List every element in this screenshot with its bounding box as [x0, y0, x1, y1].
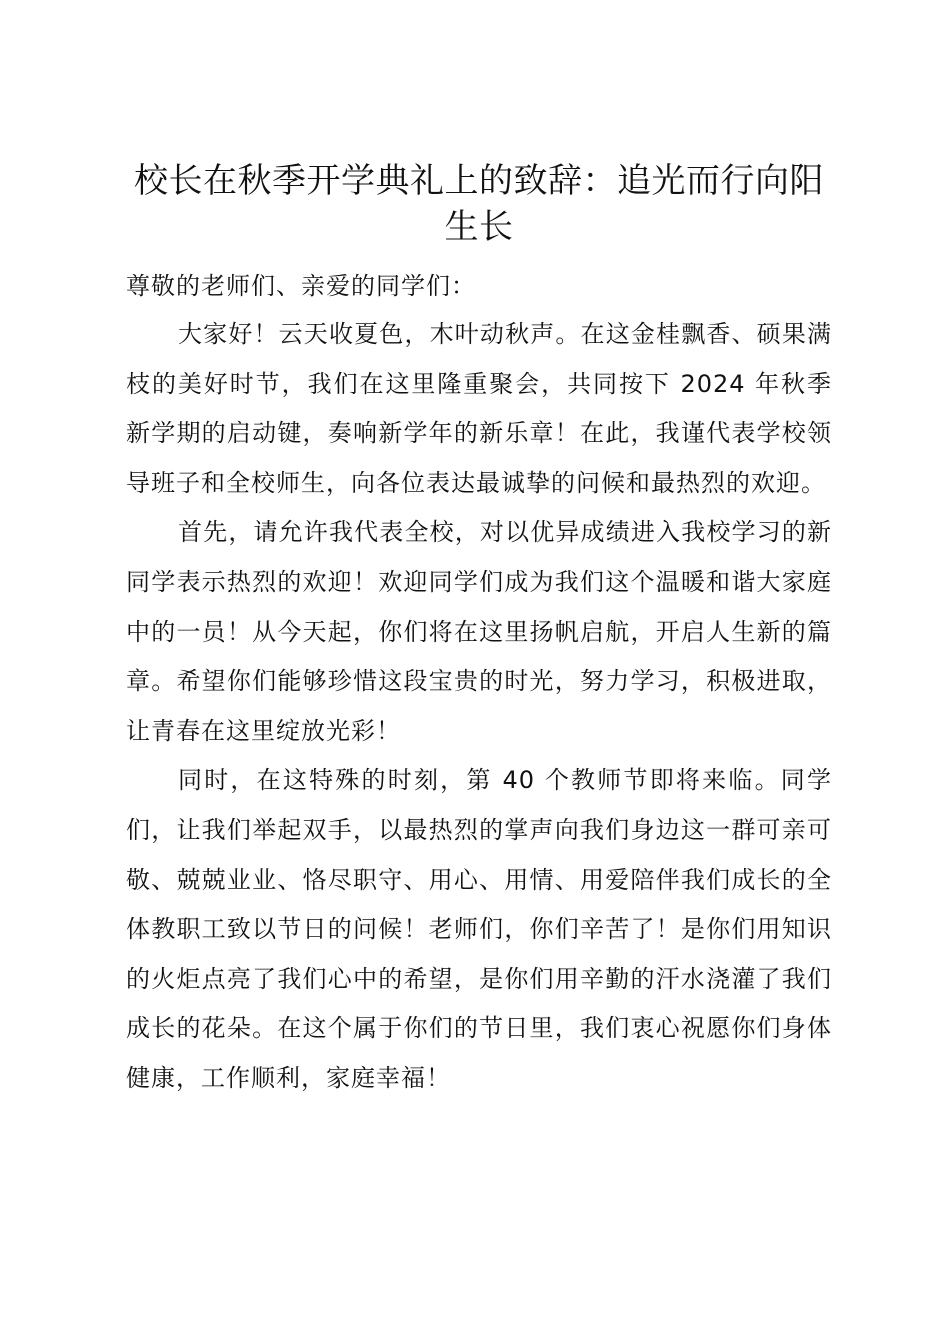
document-title: 校长在秋季开学典礼上的致辞：追光而行向阳生长 — [134, 161, 824, 247]
paragraph-welcome: 大家好！云天收夏色，木叶动秋声。在这金桂飘香、硕果满枝的美好时节，我们在这里隆重聚会，共同按下 2024 年秋季新学期的启动键，奏响新学年的新乐章！在此，我谨代表学校领导班子和全校师生，向各位表达最诚挚的问候和最热烈的欢迎。 — [126, 320, 832, 497]
paragraph-teachers-day: 同时，在这特殊的时刻，第 40 个教师节即将来临。同学们，让我们举起双手，以最热烈的掌声向我们身边这一群可亲可敬、兢兢业业、恪尽职守、用心、用情、用爱陪伴我们成长的全体教职工致以节日的问候！老师们，你们辛苦了！是你们用知识的火炬点亮了我们心中的希望，是你们用辛勤的汗水浇灌了我们成长的花朵。在这个属于你们的节日里，我们衷心祝愿你们身体健康，工作顺利，家庭幸福！ — [126, 766, 832, 1092]
salutation: 尊敬的老师们、亲爱的同学们： — [126, 272, 476, 300]
document-page — [126, 158, 832, 1104]
paragraph-new-students: 首先，请允许我代表全校，对以优异成绩进入我校学习的新同学表示热烈的欢迎！欢迎同学们成为我们这个温暖和谐大家庭中的一员！从今天起，你们将在这里扬帆启航，开启人生新的篇章。希望你们能够珍惜这段宝贵的时光，努力学习，积极进取，让青春在这里绽放光彩！ — [126, 518, 832, 745]
